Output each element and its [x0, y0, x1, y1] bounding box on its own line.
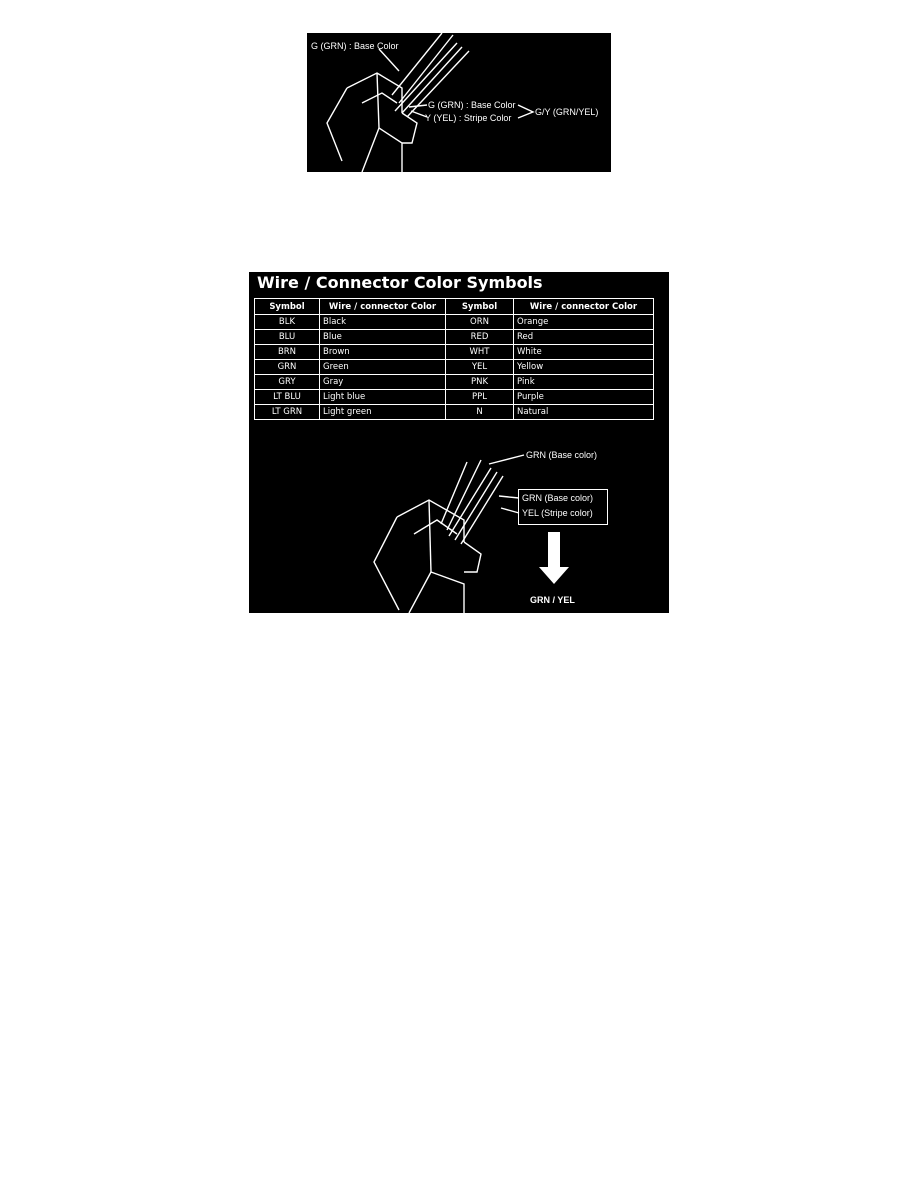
symbol-cell: N: [446, 405, 514, 420]
connector-wire-drawing: [249, 272, 669, 613]
color-cell: White: [514, 345, 654, 360]
color-cell: Blue: [320, 330, 446, 345]
color-cell: Yellow: [514, 360, 654, 375]
base-color-label: GRN (Base color): [522, 493, 594, 503]
symbol-cell: PNK: [446, 375, 514, 390]
color-cell: Gray: [320, 375, 446, 390]
symbol-cell: GRN: [255, 360, 320, 375]
header-color-1: Wire / connector Color: [320, 299, 446, 315]
stripe-color-label: YEL (Stripe color): [522, 508, 593, 518]
color-cell: Red: [514, 330, 654, 345]
color-cell: Green: [320, 360, 446, 375]
color-cell: Light green: [320, 405, 446, 420]
color-cell: Natural: [514, 405, 654, 420]
header-symbol-1: Symbol: [255, 299, 320, 315]
header-color-2: Wire / connector Color: [514, 299, 654, 315]
stripe-color-label: Y (YEL) : Stripe Color: [425, 113, 512, 123]
top-base-color-label: G (GRN) : Base Color: [311, 41, 399, 51]
base-color-label: G (GRN) : Base Color: [428, 100, 516, 110]
color-cell: Orange: [514, 315, 654, 330]
symbol-cell: GRY: [255, 375, 320, 390]
combined-color-label: G/Y (GRN/YEL): [535, 107, 599, 117]
color-cell: Purple: [514, 390, 654, 405]
symbol-cell: BLK: [255, 315, 320, 330]
wire-color-diagram-small: [307, 33, 611, 172]
symbol-cell: LT GRN: [255, 405, 320, 420]
color-cell: Brown: [320, 345, 446, 360]
figure-title: Wire / Connector Color Symbols: [257, 273, 543, 292]
symbol-cell: RED: [446, 330, 514, 345]
color-cell: Pink: [514, 375, 654, 390]
color-cell: Light blue: [320, 390, 446, 405]
wire-connector-color-symbols-figure: [249, 272, 669, 613]
symbol-cell: BLU: [255, 330, 320, 345]
symbol-cell: ORN: [446, 315, 514, 330]
result-color-label: GRN / YEL: [530, 595, 575, 605]
down-arrow-icon: [539, 532, 569, 584]
color-cell: Black: [320, 315, 446, 330]
symbol-cell: YEL: [446, 360, 514, 375]
symbol-cell: LT BLU: [255, 390, 320, 405]
symbol-cell: WHT: [446, 345, 514, 360]
symbol-cell: BRN: [255, 345, 320, 360]
header-symbol-2: Symbol: [446, 299, 514, 315]
symbol-cell: PPL: [446, 390, 514, 405]
top-base-color-label: GRN (Base color): [526, 450, 598, 460]
